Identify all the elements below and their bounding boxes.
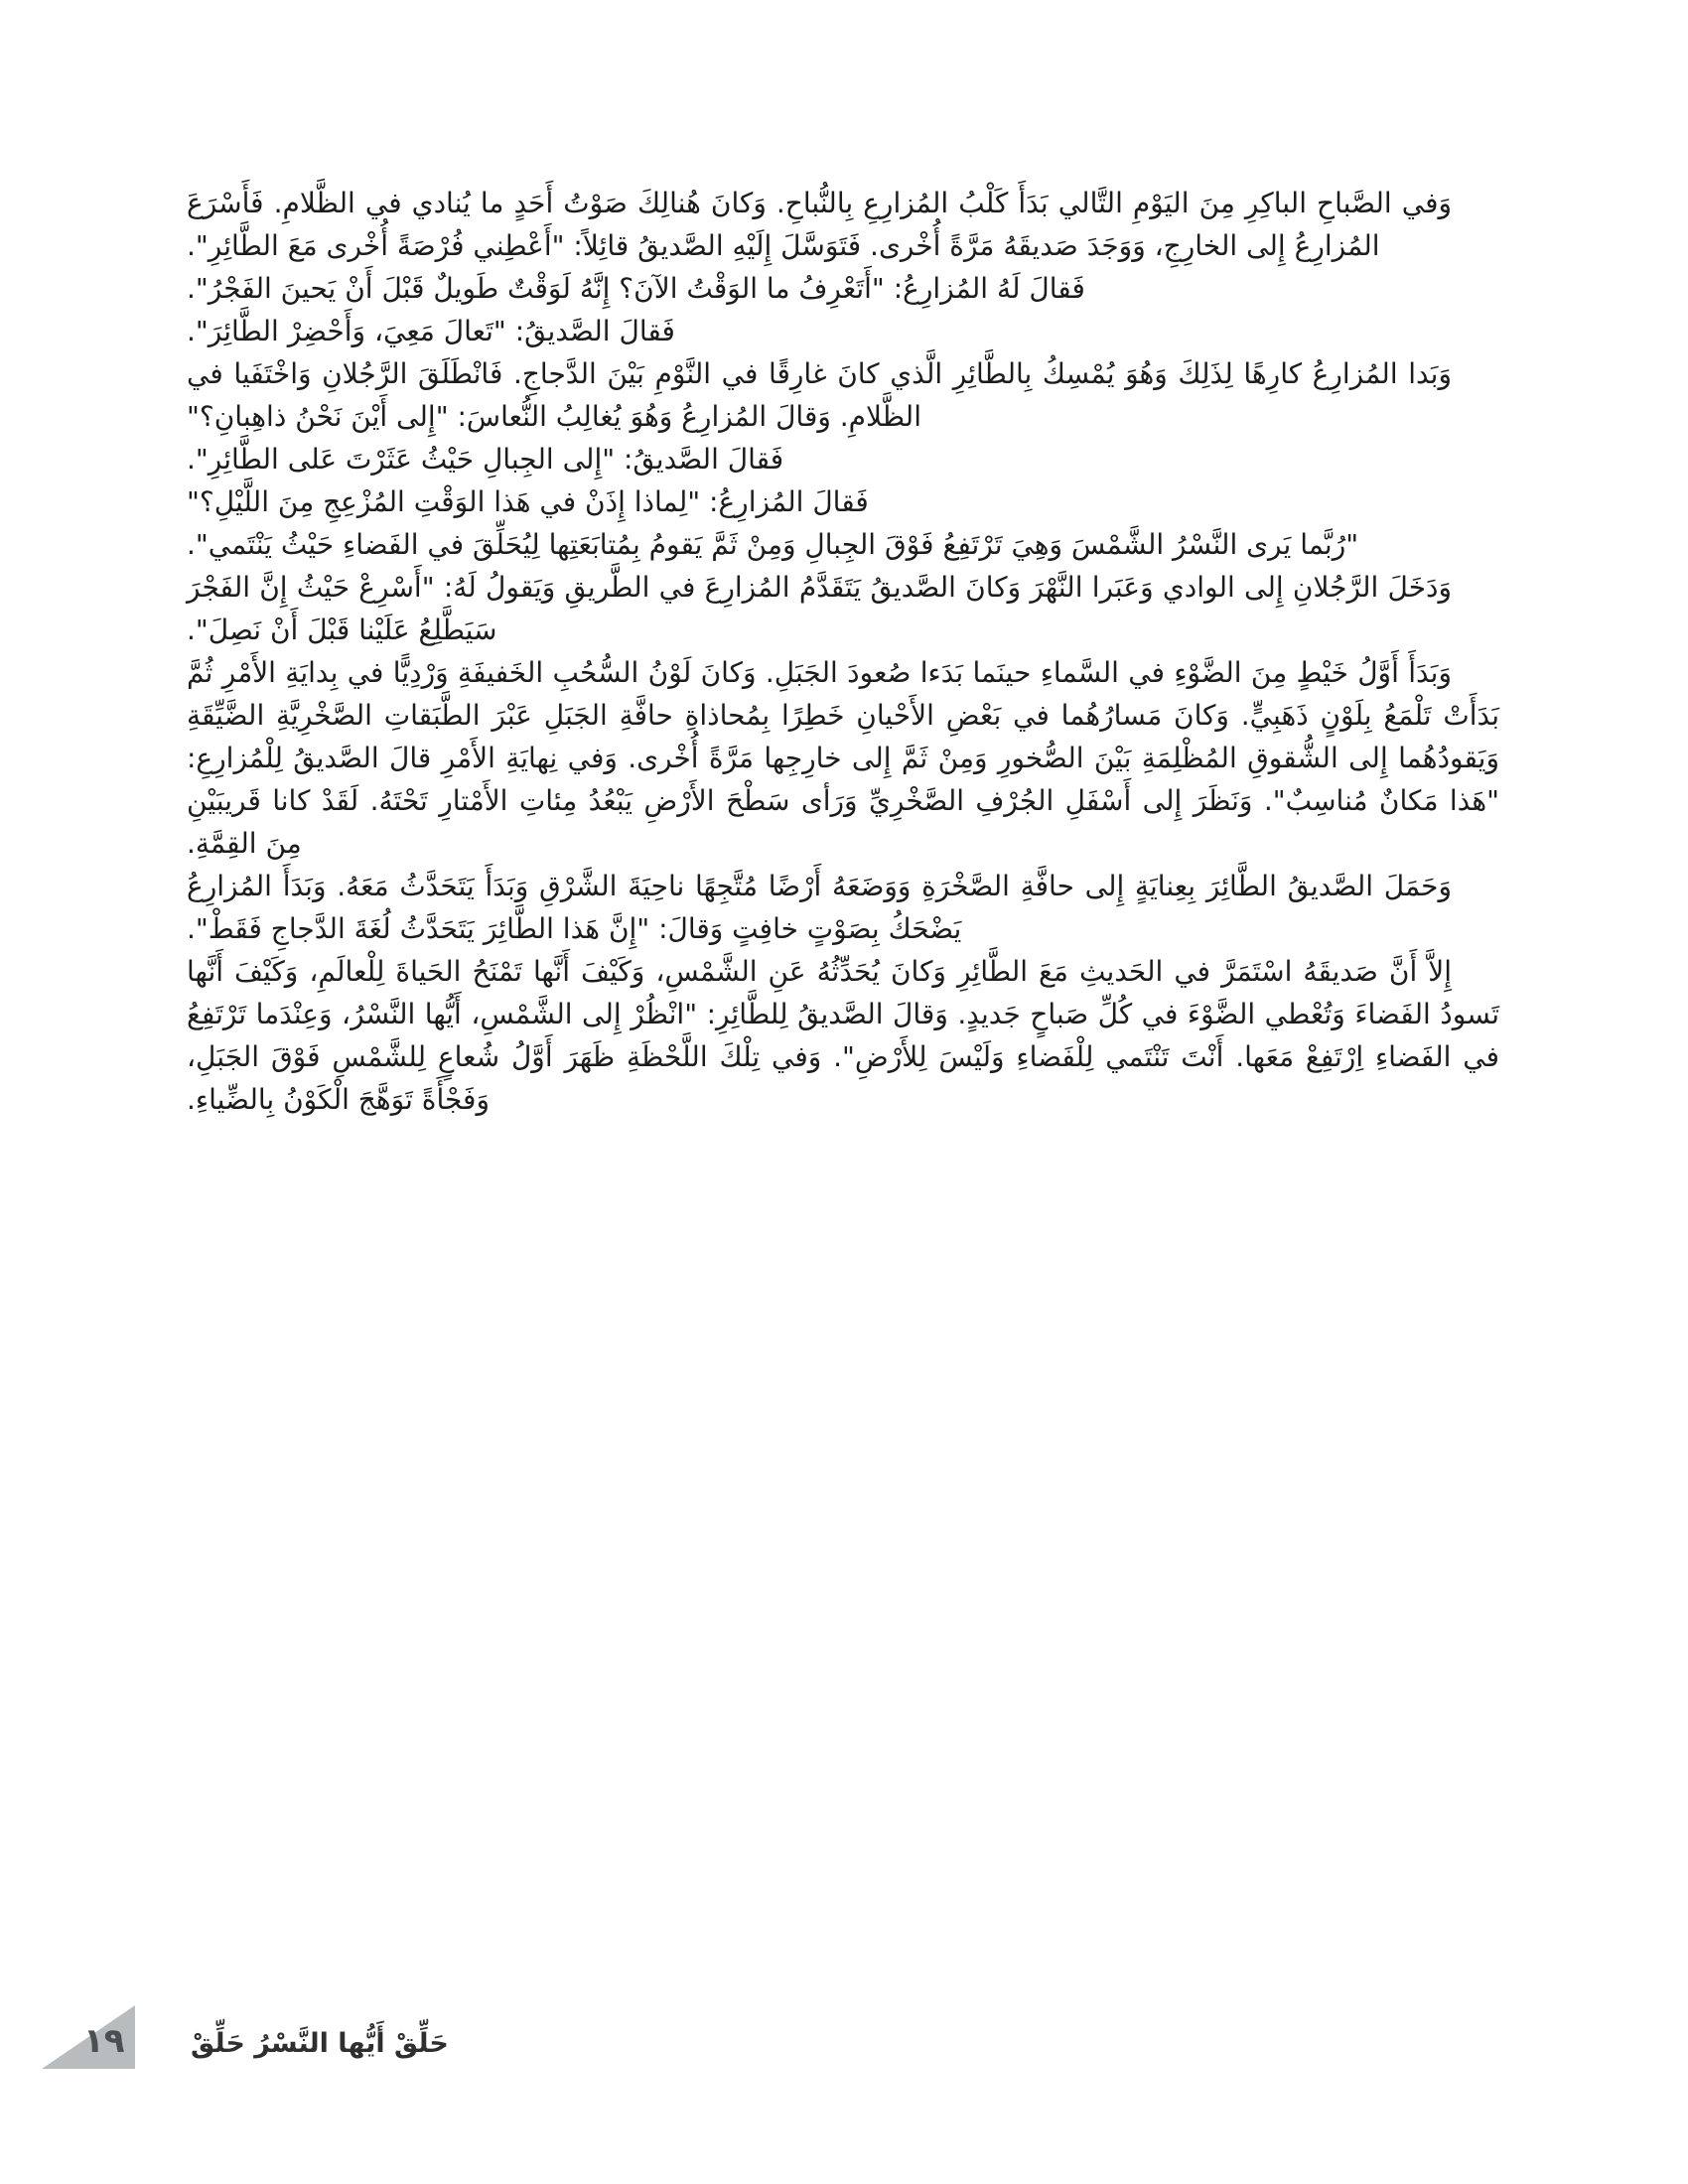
story-paragraph: إِلاَّ أَنَّ صَديقَهُ اسْتَمَرَّ في الحَديثِ مَعَ الطَّائِرِ وَكانَ يُحَدِّثُهُ عَنِ الشَّمْسِ، وَكَيْفَ أَنَّها تَمْنَحُ الحَياةَ لِلْعالَمِ، وَكَيْفَ أَنَّها تَسودُ الفَضاءَ وَتُعْطي الضَّوْءَ في كُلِّ صَباحٍ جَديدٍ. وَقالَ الصَّديقُ لِلطَّائِرِ: "انْظُرْ إِلى الشَّمْسِ، أَيُّها النَّسْرُ، وَعِنْدَما تَرْتَفِعُ في الفَضاءِ اِرْتَفِعْ مَعَها. أَنْتَ تَنْتَمي لِلْفَضاءِ وَلَيْسَ لِلأَرْضِ". وَفي تِلْكَ اللَّحْظَةِ ظَهَرَ أَوَّلُ شُعاعٍ لِلشَّمْسِ فَوْقَ الجَبَلِ، وَفَجْأَةً تَوَهَّجَ الْكَوْنُ بِالضِّياءِ.	[187, 955, 1499, 1116]
page-number: ١٩	[83, 2021, 125, 2061]
story-paragraph: وَبَدا المُزارِعُ كارِهًا لِذَلِكَ وَهُوَ يُمْسِكُ بِالطَّائِرِ الَّذي كانَ غارِقًا في النَّوْمِ بَيْنَ الدَّجاجِ. فَانْطَلَقَ الرَّجُلانِ وَاخْتَفَيا في الظَّلامِ. وَقالَ المُزارِعُ وَهُوَ يُغالِبُ النُّعاسَ: "إِلى أَيْنَ نَحْنُ ذاهِبانِ؟"	[187, 357, 1452, 433]
story-paragraph: وَبَدَأَ أَوَّلُ خَيْطٍ مِنَ الضَّوْءِ في السَّماءِ حينَما بَدَءا صُعودَ الجَبَلِ. وَكانَ لَوْنُ السُّحُبِ الخَفيفَةِ وَرْدِيًّا في بِدايَةِ الأَمْرِ ثُمَّ بَدَأَتْ تَلْمَعُ بِلَوْنٍ ذَهَبِيٍّ. وَكانَ مَسارُهُما في بَعْضِ الأَحْيانِ خَطِرًا بِمُحاذاةِ حافَّةِ الجَبَلِ عَبْرَ الطَّبَقاتِ الصَّخْرِيَّةِ الضَّيِّقَةِ وَيَقودُهُما إِلى الشُّقوقِ المُظْلِمَةِ بَيْنَ الصُّخورِ وَمِنْ ثَمَّ إِلى خارِجِها مَرَّةً أُخْرى. وَفي نِهايَةِ الأَمْرِ قالَ الصَّديقُ لِلْمُزارِعِ: "هَذا مَكانٌ مُناسِبٌ". وَنَظَرَ إِلى أَسْفَلِ الجُرْفِ الصَّخْرِيِّ وَرَأى سَطْحَ الأَرْضِ يَبْعُدُ مِئاتِ الأَمْتارِ تَحْتَهُ. لَقَدْ كانا قَريبَيْنِ مِنَ القِمَّةِ.	[187, 656, 1499, 860]
page-footer	[0, 1997, 1688, 2069]
story-text-block	[187, 182, 1499, 1121]
story-paragraph: وَحَمَلَ الصَّديقُ الطَّائِرَ بِعِنايَةٍ إِلى حافَّةِ الصَّخْرَةِ وَوَضَعَهُ أَرْضًا مُتَّجِهًا ناحِيَةَ الشَّرْقِ وَبَدَأَ يَتَحَدَّثُ مَعَهُ. وَبَدَأَ المُزارِعُ يَضْحَكُ بِصَوْتٍ خافِتٍ وَقالَ: "إِنَّ هَذا الطَّائِرَ يَتَحَدَّثُ لُغَةَ الدَّجاجِ فَقَطْ".	[187, 870, 1452, 945]
story-paragraph: فَقالَ الصَّديقُ: "تَعالَ مَعِيَ، وَأَحْضِرْ الطَّائِرَ".	[187, 315, 675, 347]
story-paragraph: "رُبَّما يَرى النَّسْرُ الشَّمْسَ وَهِيَ تَرْتَفِعُ فَوْقَ الجِبالِ وَمِنْ ثَمَّ يَقومُ بِمُتابَعَتِها لِيُحَلِّقَ في الفَضاءِ حَيْثُ يَنْتَمي".	[187, 528, 1359, 561]
story-paragraph: فَقالَ الصَّديقُ: "إِلى الجِبالِ حَيْثُ عَثَرْتَ عَلى الطَّائِرِ".	[187, 443, 784, 476]
story-paragraph: فَقالَ لَهُ المُزارِعُ: "أَتَعْرِفُ ما الوَقْتُ الآنَ؟ إِنَّهُ لَوَقْتٌ طَويلٌ قَبْلَ أَنْ يَحينَ الفَجْرُ".	[187, 272, 1085, 305]
story-paragraph: فَقالَ المُزارِعُ: "لِماذا إِذَنْ في هَذا الوَقْتِ المُزْعِجِ مِنَ اللَّيْلِ؟"	[187, 485, 869, 518]
story-paragraph: وَفي الصَّباحِ الباكِرِ مِنَ اليَوْمِ التَّالي بَدَأَ كَلْبُ المُزارِعِ بِالنُّباحِ. وَكانَ هُنالِكَ صَوْتُ أَحَدٍ ما يُنادي في الظَّلامِ. فَأَسْرَعَ المُزارِعُ إِلى الخارِجِ، وَوَجَدَ صَديقَهُ مَرَّةً أُخْرى. فَتَوَسَّلَ إِلَيْهِ الصَّديقُ قائِلاً: "أَعْطِني فُرْصَةً أُخْرى مَعَ الطَّائِرِ".	[187, 187, 1452, 262]
story-paragraph: وَدَخَلَ الرَّجُلانِ إِلى الوادي وَعَبَرا النَّهْرَ وَكانَ الصَّديقُ يَتَقَدَّمُ المُزارِعَ في الطَّريقِ وَيَقولُ لَهُ: "أَسْرِعْ حَيْثُ إِنَّ الفَجْرَ سَيَطَّلِعُ عَلَيْنا قَبْلَ أَنْ نَصِلَ".	[187, 571, 1452, 646]
story-title: حَلِّقْ أَيُّها النَّسْرُ حَلِّقْ	[191, 2028, 449, 2059]
